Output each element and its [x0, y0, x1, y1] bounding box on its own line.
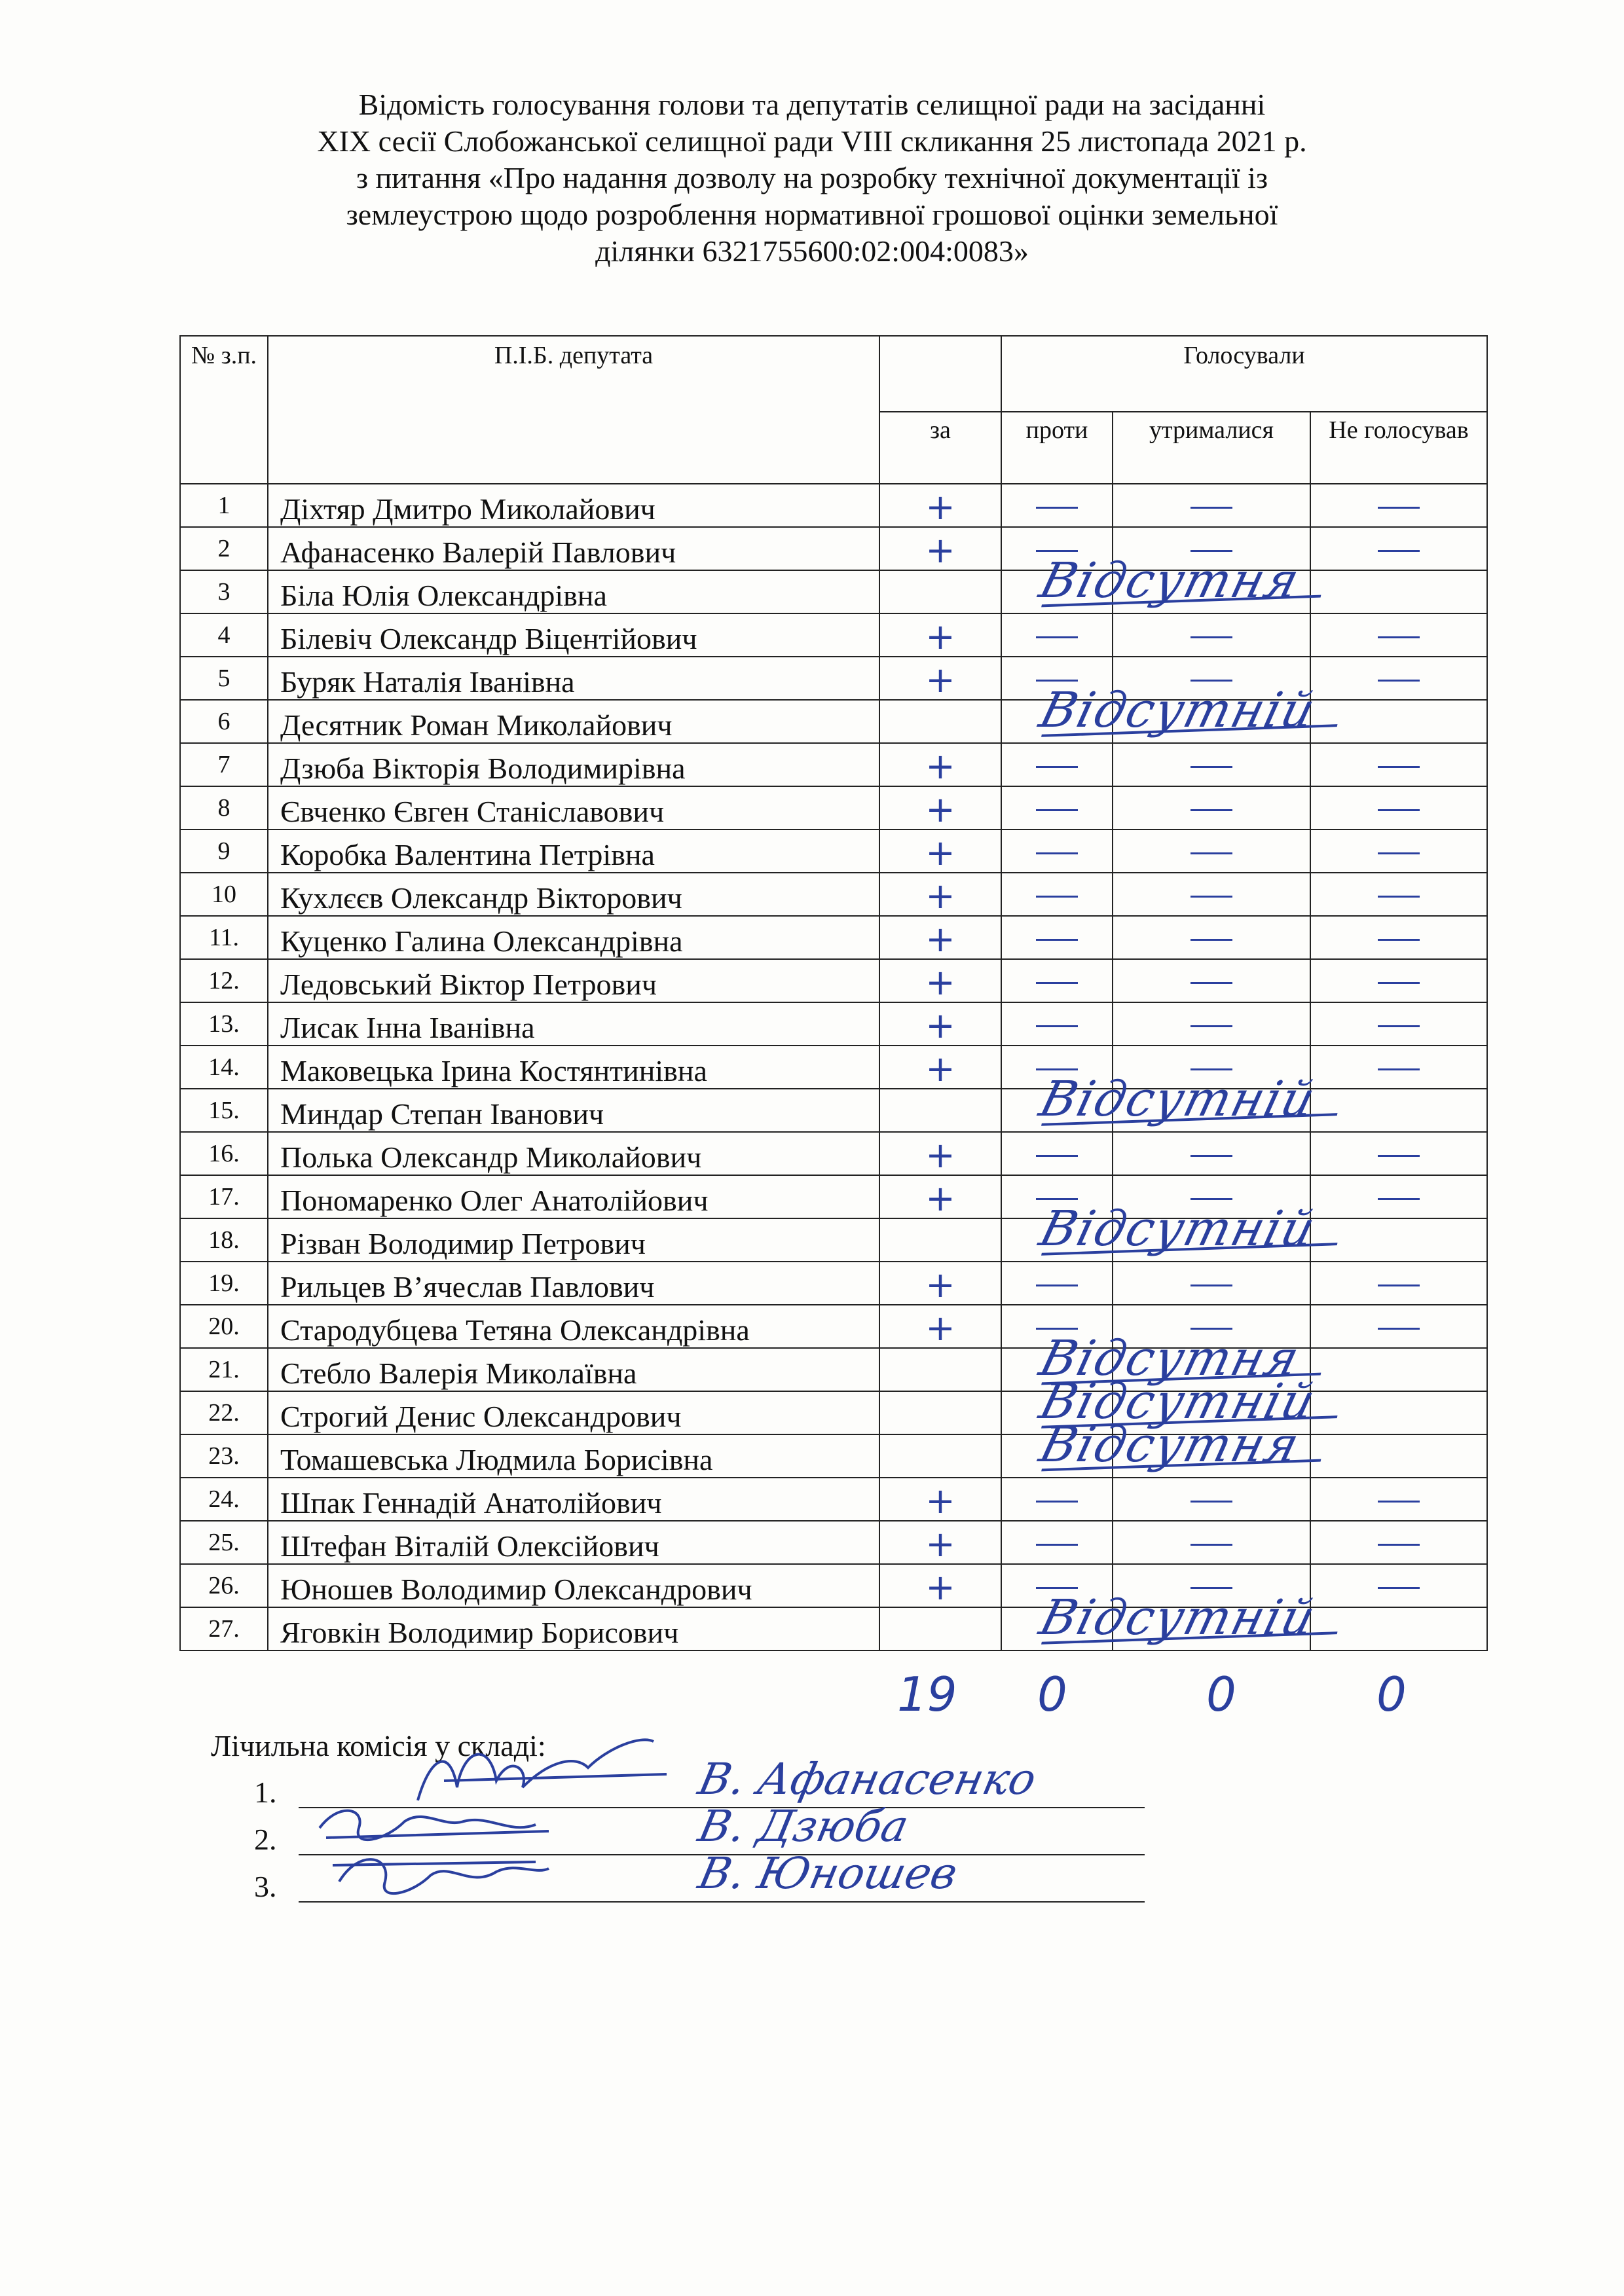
plus-mark: +	[925, 1480, 955, 1522]
deputy-name: Томашевська Людмила Борисівна	[268, 1434, 879, 1478]
row-number: 9	[180, 829, 268, 873]
deputy-name: Діхтяр Дмитро Миколайович	[268, 484, 879, 527]
vote-against-cell	[1001, 959, 1113, 1002]
deputy-name: Ледовський Віктор Петрович	[268, 959, 879, 1002]
deputy-name: Кухлєєв Олександр Вікторович	[268, 873, 879, 916]
dash-mark	[1378, 1155, 1420, 1157]
vote-abstain-cell	[1113, 786, 1310, 829]
table-row	[180, 786, 1487, 829]
vote-against-cell	[1001, 613, 1113, 657]
row-number: 26.	[180, 1564, 268, 1607]
dash-mark	[1036, 1025, 1078, 1027]
vote-for-cell	[879, 1478, 1001, 1521]
dash-mark	[1036, 809, 1078, 811]
title-line-3: з питання «Про надання дозволу на розробку технічної документації із	[356, 161, 1268, 194]
vote-against-cell	[1001, 553, 1306, 613]
vote-against-cell	[1001, 743, 1113, 786]
vote-novote-cell	[1310, 1132, 1487, 1175]
vote-abstain-cell	[1113, 1218, 1310, 1262]
vote-novote-cell	[1310, 1262, 1487, 1305]
member-name: В. Юношев	[693, 1848, 962, 1899]
deputy-name: Яговкін Володимир Борисович	[268, 1607, 879, 1650]
table-row	[180, 1218, 1487, 1262]
table-row	[180, 829, 1487, 873]
dash-mark	[1036, 507, 1078, 509]
vote-against-cell	[1001, 1262, 1113, 1305]
dash-mark	[1378, 1285, 1420, 1286]
table-row	[180, 484, 1487, 527]
header-for: за	[879, 412, 1001, 484]
vote-against-cell	[1001, 873, 1113, 916]
plus-mark: +	[925, 788, 955, 830]
row-number: 7	[180, 743, 268, 786]
deputy-name: Лисак Інна Іванівна	[268, 1002, 879, 1046]
dash-mark	[1378, 1501, 1420, 1503]
vote-against-cell	[1001, 1590, 1322, 1650]
dash-mark	[1036, 1198, 1078, 1200]
deputy-name: Стебло Валерія Миколаївна	[268, 1348, 879, 1391]
plus-mark: +	[925, 1177, 955, 1219]
dash-mark	[1190, 1285, 1232, 1286]
plus-mark: +	[925, 1134, 955, 1176]
dash-mark	[1378, 809, 1420, 811]
table-row	[180, 1132, 1487, 1175]
vote-for-cell	[879, 570, 1001, 613]
vote-against-cell	[1001, 484, 1113, 527]
deputy-name: Миндар Степан Іванович	[268, 1089, 879, 1132]
document-title	[196, 86, 1428, 270]
vote-against-cell	[1001, 1521, 1113, 1564]
vote-against-cell	[1001, 786, 1113, 829]
total-abstain: 0	[1206, 1667, 1236, 1722]
voting-table-body	[180, 484, 1487, 1650]
table-row	[180, 916, 1487, 959]
deputy-name: Полька Олександр Миколайович	[268, 1132, 879, 1175]
vote-against-cell	[1001, 682, 1322, 743]
header-abstain: утрималися	[1113, 412, 1310, 484]
row-number: 17.	[180, 1175, 268, 1218]
header-voted: Голосували	[1001, 336, 1487, 412]
plus-mark: +	[925, 529, 955, 571]
dash-mark	[1378, 507, 1420, 509]
dash-mark	[1378, 852, 1420, 854]
table-row	[180, 873, 1487, 916]
vote-for-cell	[879, 1391, 1001, 1434]
absent-text: Відсутній	[1034, 1590, 1322, 1646]
vote-for-cell	[879, 916, 1001, 959]
plus-mark: +	[925, 1004, 955, 1046]
vote-for-cell	[879, 1262, 1001, 1305]
dash-mark	[1036, 896, 1078, 898]
deputy-name: Рильцев В’ячеслав Павлович	[268, 1262, 879, 1305]
dash-mark	[1036, 636, 1078, 638]
vote-novote-cell	[1310, 1607, 1487, 1650]
signature-3	[300, 1836, 667, 1908]
header-name: П.І.Б. депутата	[268, 336, 879, 484]
plus-mark: +	[925, 961, 955, 1003]
row-number: 14.	[180, 1046, 268, 1089]
vote-novote-cell	[1310, 1002, 1487, 1046]
dash-mark	[1036, 1068, 1078, 1070]
vote-against-cell	[1001, 1132, 1113, 1175]
vote-for-cell	[879, 700, 1001, 743]
vote-novote-cell	[1310, 1089, 1487, 1132]
dash-mark	[1190, 896, 1232, 898]
dash-mark	[1378, 1068, 1420, 1070]
vote-abstain-cell	[1113, 570, 1310, 613]
vote-for-cell	[879, 1434, 1001, 1478]
vote-novote-cell	[1310, 613, 1487, 657]
absent-text: Відсутній	[1034, 1071, 1322, 1127]
plus-mark: +	[925, 1307, 955, 1349]
vote-novote-cell	[1310, 527, 1487, 570]
vote-against-cell	[1001, 916, 1113, 959]
dash-mark	[1036, 766, 1078, 768]
title-line-2: XIX сесії Слобожанської селищної ради VIII скликання 25 листопада 2021 р.	[317, 124, 1307, 158]
vote-novote-cell	[1310, 1478, 1487, 1521]
vote-abstain-cell	[1113, 1262, 1310, 1305]
row-number: 2	[180, 527, 268, 570]
vote-novote-cell	[1310, 1175, 1487, 1218]
vote-against-cell	[1001, 1417, 1306, 1478]
vote-novote-cell	[1310, 873, 1487, 916]
deputy-name: Штефан Віталій Олексійович	[268, 1521, 879, 1564]
dash-mark	[1378, 1587, 1420, 1589]
table-row	[180, 959, 1487, 1002]
vote-novote-cell	[1310, 1046, 1487, 1089]
commission-member-3	[254, 1848, 1145, 1908]
member-name: В. Дзюба	[693, 1801, 913, 1851]
vote-abstain-cell	[1113, 1607, 1310, 1650]
dash-mark	[1190, 1328, 1232, 1330]
dash-mark	[1190, 809, 1232, 811]
vote-abstain-cell	[1113, 1002, 1310, 1046]
deputy-name: Шпак Геннадій Анатолійович	[268, 1478, 879, 1521]
plus-mark: +	[925, 831, 955, 873]
deputy-name: Дзюба Вікторія Володимирівна	[268, 743, 879, 786]
vote-novote-cell	[1310, 484, 1487, 527]
absent-text: Відсутній	[1034, 1374, 1322, 1430]
vote-novote-cell	[1310, 743, 1487, 786]
deputy-name: Десятник Роман Миколайович	[268, 700, 879, 743]
vote-for-cell	[879, 786, 1001, 829]
total-against: 0	[1037, 1667, 1067, 1722]
title-line-5: ділянки 6321755600:02:004:0083»	[595, 234, 1029, 268]
vote-for-cell	[879, 1218, 1001, 1262]
vote-against-cell	[1001, 1201, 1322, 1262]
vote-abstain-cell	[1113, 1521, 1310, 1564]
vote-novote-cell	[1310, 1391, 1487, 1434]
plus-mark: +	[925, 745, 955, 787]
vote-for-cell	[879, 1175, 1001, 1218]
deputy-name: Куценко Галина Олександрівна	[268, 916, 879, 959]
vote-abstain-cell	[1113, 873, 1310, 916]
vote-novote-cell	[1310, 959, 1487, 1002]
absent-text: Відсутній	[1034, 682, 1322, 738]
vote-for-cell	[879, 959, 1001, 1002]
vote-for-cell	[879, 829, 1001, 873]
table-row	[180, 1262, 1487, 1305]
table-row	[180, 1434, 1487, 1478]
deputy-name: Буряк Наталія Іванівна	[268, 657, 879, 700]
row-number: 24.	[180, 1478, 268, 1521]
dash-mark	[1190, 852, 1232, 854]
plus-mark: +	[925, 1048, 955, 1089]
deputy-name: Білевіч Олександр Віцентійович	[268, 613, 879, 657]
dash-mark	[1378, 550, 1420, 552]
vote-for-cell	[879, 1089, 1001, 1132]
dash-mark	[1190, 939, 1232, 941]
vote-abstain-cell	[1113, 700, 1310, 743]
vote-abstain-cell	[1113, 1434, 1310, 1478]
vote-for-cell	[879, 873, 1001, 916]
plus-mark: +	[925, 486, 955, 528]
row-number: 12.	[180, 959, 268, 1002]
vote-for-cell	[879, 1348, 1001, 1391]
vote-against-cell	[1001, 1478, 1113, 1521]
vote-novote-cell	[1310, 570, 1487, 613]
table-row	[180, 1089, 1487, 1132]
total-novote: 0	[1376, 1667, 1407, 1722]
dash-mark	[1036, 1501, 1078, 1503]
vote-abstain-cell	[1113, 743, 1310, 786]
dash-mark	[1036, 680, 1078, 682]
vote-novote-cell	[1310, 657, 1487, 700]
table-row	[180, 1478, 1487, 1521]
vote-for-cell	[879, 1521, 1001, 1564]
dash-mark	[1378, 766, 1420, 768]
absent-text: Відсутній	[1034, 1201, 1322, 1257]
dash-mark	[1036, 1587, 1078, 1589]
vote-novote-cell	[1310, 700, 1487, 743]
dash-mark	[1190, 507, 1232, 509]
dash-mark	[1036, 982, 1078, 984]
row-number: 11.	[180, 916, 268, 959]
table-row	[180, 700, 1487, 743]
dash-mark	[1036, 1285, 1078, 1286]
row-number: 3	[180, 570, 268, 613]
member-number: 1.	[254, 1776, 277, 1809]
dash-mark	[1190, 1198, 1232, 1200]
title-line-4: землеустрою щодо розроблення нормативної грошової оцінки земельної	[346, 198, 1278, 231]
absent-text: Відсутня	[1034, 1417, 1306, 1473]
vote-for-cell	[879, 1132, 1001, 1175]
plus-mark: +	[925, 875, 955, 917]
dash-mark	[1378, 1544, 1420, 1546]
member-name: В. Афанасенко	[693, 1754, 1041, 1804]
vote-against-cell	[1001, 1002, 1113, 1046]
dash-mark	[1190, 982, 1232, 984]
row-number: 15.	[180, 1089, 268, 1132]
deputy-name: Євченко Євген Станіславович	[268, 786, 879, 829]
vote-abstain-cell	[1113, 484, 1310, 527]
vote-for-cell	[879, 1046, 1001, 1089]
vote-abstain-cell	[1113, 916, 1310, 959]
row-number: 19.	[180, 1262, 268, 1305]
dash-mark	[1036, 1328, 1078, 1330]
vote-abstain-cell	[1113, 829, 1310, 873]
member-number: 3.	[254, 1870, 277, 1903]
deputy-name: Різван Володимир Петрович	[268, 1218, 879, 1262]
vote-abstain-cell	[1113, 1132, 1310, 1175]
absent-text: Відсутня	[1034, 553, 1306, 609]
plus-mark: +	[925, 1523, 955, 1565]
row-number: 16.	[180, 1132, 268, 1175]
dash-mark	[1036, 939, 1078, 941]
vote-for-cell	[879, 657, 1001, 700]
dash-mark	[1378, 896, 1420, 898]
deputy-name: Юношев Володимир Олександрович	[268, 1564, 879, 1607]
row-number: 23.	[180, 1434, 268, 1478]
header-empty	[879, 336, 1001, 412]
vote-for-cell	[879, 613, 1001, 657]
vote-for-cell	[879, 1002, 1001, 1046]
row-number: 1	[180, 484, 268, 527]
deputy-name: Біла Юлія Олександрівна	[268, 570, 879, 613]
deputy-name: Пономаренко Олег Анатолійович	[268, 1175, 879, 1218]
row-number: 13.	[180, 1002, 268, 1046]
dash-mark	[1190, 1501, 1232, 1503]
dash-mark	[1378, 982, 1420, 984]
plus-mark: +	[925, 1566, 955, 1608]
dash-mark	[1190, 680, 1232, 682]
row-number: 27.	[180, 1607, 268, 1650]
title-line-1: Відомість голосування голови та депутатів селищної ради на засіданні	[358, 88, 1266, 121]
vote-novote-cell	[1310, 1305, 1487, 1348]
vote-for-cell	[879, 1564, 1001, 1607]
dash-mark	[1190, 766, 1232, 768]
dash-mark	[1036, 550, 1078, 552]
dash-mark	[1190, 1155, 1232, 1157]
plus-mark: +	[925, 659, 955, 701]
table-row	[180, 570, 1487, 613]
vote-for-cell	[879, 1607, 1001, 1650]
row-number: 10	[180, 873, 268, 916]
deputy-name: Строгий Денис Олександрович	[268, 1391, 879, 1434]
dash-mark	[1036, 1155, 1078, 1157]
dash-mark	[1190, 636, 1232, 638]
row-number: 25.	[180, 1521, 268, 1564]
plus-mark: +	[925, 918, 955, 960]
table-row	[180, 743, 1487, 786]
vote-novote-cell	[1310, 786, 1487, 829]
table-row	[180, 1607, 1487, 1650]
deputy-name: Маковецька Ірина Костянтинівна	[268, 1046, 879, 1089]
deputy-name: Стародубцева Тетяна Олександрівна	[268, 1305, 879, 1348]
vote-novote-cell	[1310, 1348, 1487, 1391]
plus-mark: +	[925, 615, 955, 657]
dash-mark	[1190, 1544, 1232, 1546]
commission-label: Лічильна комісія у складі:	[211, 1729, 546, 1762]
vote-for-cell	[879, 1305, 1001, 1348]
vote-for-cell	[879, 484, 1001, 527]
row-number: 5	[180, 657, 268, 700]
vote-abstain-cell	[1113, 1089, 1310, 1132]
dash-mark	[1190, 1068, 1232, 1070]
dash-mark	[1378, 1328, 1420, 1330]
header-novote: Не голосував	[1310, 412, 1487, 484]
dash-mark	[1378, 1025, 1420, 1027]
dash-mark	[1378, 939, 1420, 941]
vote-abstain-cell	[1113, 613, 1310, 657]
vote-for-cell	[879, 527, 1001, 570]
dash-mark	[1378, 680, 1420, 682]
table-row	[180, 613, 1487, 657]
vote-novote-cell	[1310, 829, 1487, 873]
header-number: № з.п.	[180, 336, 268, 484]
voting-table	[179, 335, 1488, 1651]
dash-mark	[1036, 852, 1078, 854]
row-number: 22.	[180, 1391, 268, 1434]
row-number: 8	[180, 786, 268, 829]
row-number: 20.	[180, 1305, 268, 1348]
member-number: 2.	[254, 1823, 277, 1856]
vote-abstain-cell	[1113, 959, 1310, 1002]
vote-abstain-cell	[1113, 1478, 1310, 1521]
row-number: 4	[180, 613, 268, 657]
dash-mark	[1036, 1544, 1078, 1546]
dash-mark	[1378, 636, 1420, 638]
table-row	[180, 1002, 1487, 1046]
header-against: проти	[1001, 412, 1113, 484]
dash-mark	[1190, 550, 1232, 552]
dash-mark	[1190, 1587, 1232, 1589]
vote-novote-cell	[1310, 1218, 1487, 1262]
vote-against-cell	[1001, 1071, 1322, 1132]
deputy-name: Афанасенко Валерій Павлович	[268, 527, 879, 570]
deputy-name: Коробка Валентина Петрівна	[268, 829, 879, 873]
vote-for-cell	[879, 743, 1001, 786]
vote-novote-cell	[1310, 1434, 1487, 1478]
total-for: 19	[897, 1667, 957, 1722]
vote-novote-cell	[1310, 1521, 1487, 1564]
plus-mark: +	[925, 1264, 955, 1305]
dash-mark	[1378, 1198, 1420, 1200]
row-number: 21.	[180, 1348, 268, 1391]
table-row	[180, 1521, 1487, 1564]
row-number: 18.	[180, 1218, 268, 1262]
dash-mark	[1190, 1025, 1232, 1027]
vote-novote-cell	[1310, 916, 1487, 959]
vote-novote-cell	[1310, 1564, 1487, 1607]
vote-against-cell	[1001, 829, 1113, 873]
row-number: 6	[180, 700, 268, 743]
absent-text: Відсутня	[1034, 1330, 1306, 1387]
